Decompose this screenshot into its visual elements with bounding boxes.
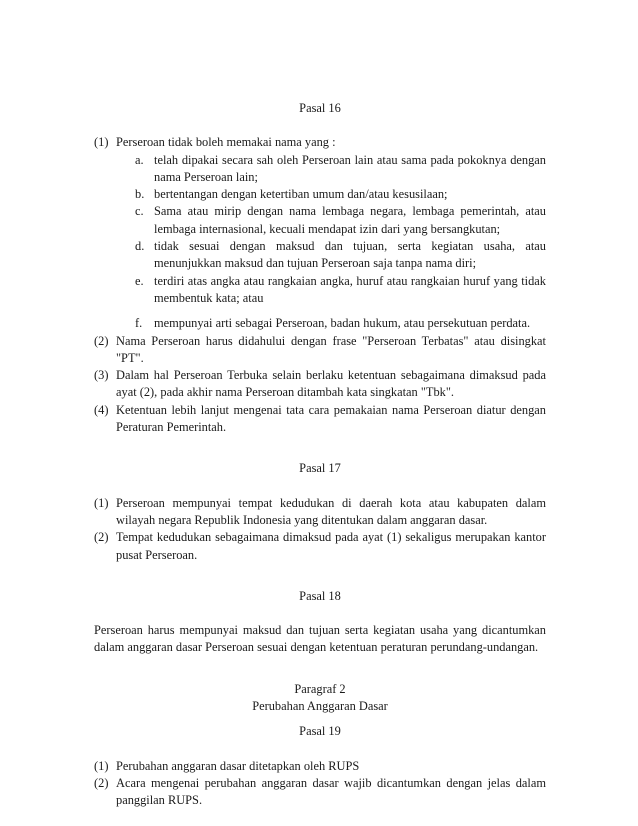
item-number: (4) — [94, 402, 109, 417]
item-text: Perseroan tidak boleh memakai nama yang : — [116, 135, 336, 150]
pasal-17-item-2 — [94, 529, 546, 564]
pasal-17-title: Pasal 17 — [299, 461, 341, 476]
item-number: (3) — [94, 368, 109, 383]
pasal-16-sub-f — [94, 315, 546, 332]
item-number: (2) — [94, 775, 109, 790]
pasal-19-item-2 — [94, 775, 546, 810]
item-number: (1) — [94, 495, 109, 510]
pasal-16-sub-d — [94, 238, 546, 273]
pasal-17-list — [94, 495, 546, 564]
sub-text: tidak sesuai dengan maksud dan tujuan, serta kegiatan usaha, atau menunjukkan maksud dan tujuan Perseroan saja tanpa nama diri; — [154, 239, 546, 271]
pasal-18-title: Pasal 18 — [299, 588, 341, 603]
pasal-19-list — [94, 758, 546, 810]
document-page — [94, 100, 546, 810]
item-number: (1) — [94, 135, 109, 150]
pasal-16-list — [94, 134, 546, 436]
item-text: Dalam hal Perseroan Terbuka selain berlaku ketentuan sebagaimana dimaksud pada ayat (2), pada akhir nama Perseroan ditambah kata singkatan "Tbk". — [116, 368, 546, 400]
sub-text: mempunyai arti sebagai Perseroan, badan hukum, atau persekutuan perdata. — [154, 316, 531, 331]
sub-letter: e. — [135, 273, 144, 288]
pasal-16-sub-c — [94, 203, 546, 238]
sub-letter: f. — [135, 316, 143, 331]
item-text: Nama Perseroan harus didahului dengan frase "Perseroan Terbatas" atau disingkat "PT". — [116, 333, 546, 365]
pasal-16-sub-e — [94, 273, 546, 308]
sub-letter: c. — [135, 204, 144, 219]
item-number: (2) — [94, 530, 109, 545]
item-number: (2) — [94, 333, 109, 348]
sub-text: bertentangan dengan ketertiban umum dan/atau kesusilaan; — [154, 187, 448, 202]
item-text: Acara mengenai perubahan anggaran dasar wajib dicantumkan dengan jelas dalam panggilan RUPS. — [116, 775, 546, 808]
pasal-16-item-3 — [94, 367, 546, 402]
pasal-18-text: Perseroan harus mempunyai maksud dan tujuan serta kegiatan usaha yang dicantumkan dalam anggaran dasar Perseroan sesuai dengan ketentuan peraturan perundang-undangan. — [94, 623, 546, 655]
sub-text: Sama atau mirip dengan nama lembaga negara, lembaga pemerintah, atau lembaga internasional, kecuali mendapat izin dari yang bersangkutan; — [154, 204, 546, 236]
sub-letter: d. — [135, 239, 145, 254]
pasal-16-sub-a — [94, 152, 546, 187]
item-text: Perseroan mempunyai tempat kedudukan di daerah kota atau kabupaten dalam wilayah negara Republik Indonesia yang ditentukan dalam anggaran dasar. — [116, 495, 546, 527]
pasal-19-item-1 — [94, 758, 546, 775]
pasal-17-item-1 — [94, 495, 546, 530]
item-text: Ketentuan lebih lanjut mengenai tata cara pemakaian nama Perseroan diatur dengan Peraturan Pemerintah. — [116, 402, 546, 435]
sub-letter: a. — [135, 152, 144, 167]
pasal-16-title: Pasal 16 — [299, 101, 341, 115]
pasal-16-sub-b — [94, 186, 546, 203]
pasal-19-title: Pasal 19 — [299, 724, 341, 739]
paragraf-2-subtitle: Perubahan Anggaran Dasar — [252, 699, 388, 714]
sub-letter: b. — [135, 187, 145, 202]
item-number: (1) — [94, 758, 109, 773]
sub-text: terdiri atas angka atau rangkaian angka, huruf atau rangkaian huruf yang tidak membentuk kata; atau — [154, 273, 546, 305]
item-text: Tempat kedudukan sebagaimana dimaksud pada ayat (1) sekaligus merupakan kantor pusat Perseroan. — [116, 530, 546, 562]
paragraf-2-title: Paragraf 2 — [294, 681, 346, 696]
pasal-16-item-4 — [94, 402, 546, 437]
sub-text: telah dipakai secara sah oleh Perseroan lain atau sama pada pokoknya dengan nama Perseroan lain; — [154, 152, 546, 184]
pasal-16-item-1 — [94, 134, 546, 151]
item-text: Perubahan anggaran dasar ditetapkan oleh RUPS — [116, 758, 360, 773]
pasal-16-item-2 — [94, 333, 546, 368]
